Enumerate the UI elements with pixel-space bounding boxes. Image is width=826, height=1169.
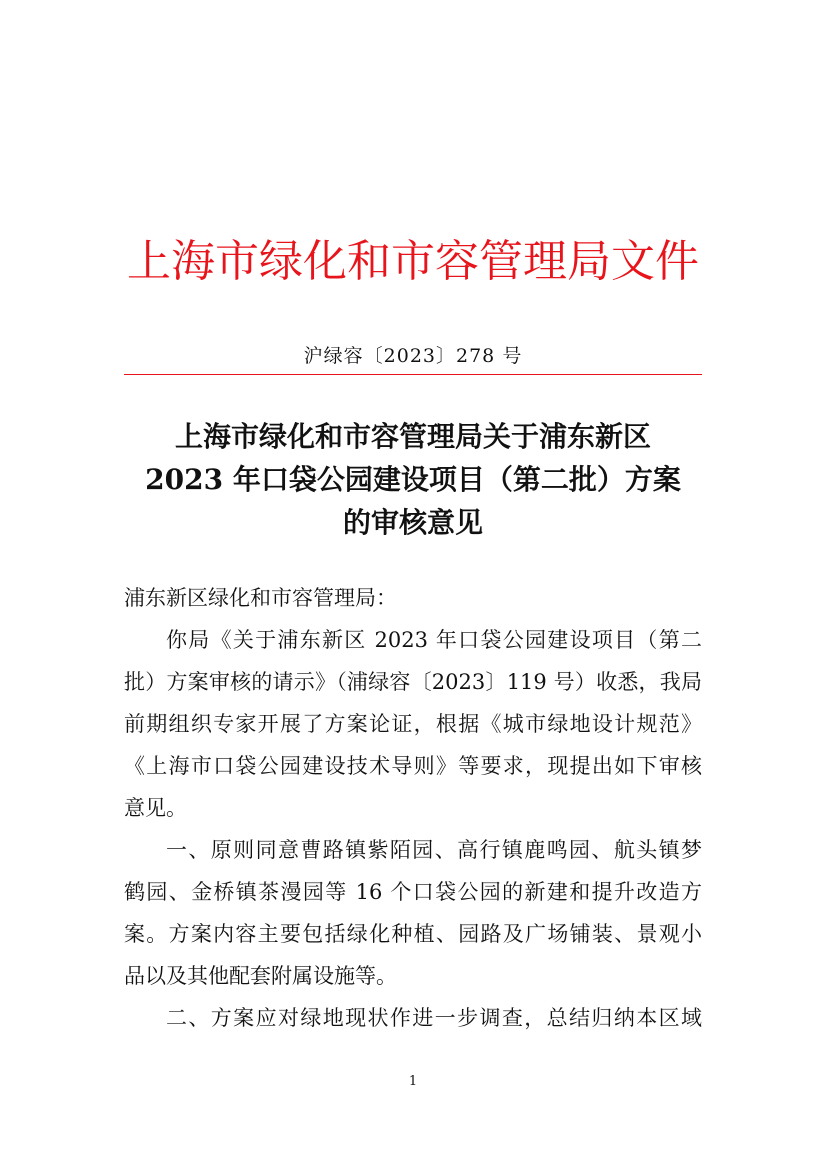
title-line: 的审核意见 bbox=[342, 506, 483, 539]
body-line: 前期组织专家开展了方案论证，根据《城市绿地设计规范》 bbox=[124, 712, 702, 736]
body-line: 《上海市口袋公园建设技术导则》等要求，现提出如下审核 bbox=[124, 754, 702, 778]
body-line: 一、原则同意曹路镇紫陌园、高行镇鹿鸣园、航头镇梦 bbox=[166, 838, 702, 862]
red-divider bbox=[124, 374, 702, 375]
document-title bbox=[110, 415, 716, 544]
body-line: 二、方案应对绿地现状作进一步调查，总结归纳本区域 bbox=[166, 1006, 702, 1030]
body-line: 鹤园、金桥镇茶漫园等 16 个口袋公园的新建和提升改造方 bbox=[124, 880, 702, 904]
body-line: 品以及其他配套附属设施等。 bbox=[124, 964, 397, 988]
document-number: 沪绿容〔2023〕278 号 bbox=[303, 345, 523, 367]
body-line: 意见。 bbox=[124, 796, 187, 820]
title-line: 上海市绿化和市容管理局关于浦东新区 bbox=[174, 420, 651, 453]
page-number: 1 bbox=[408, 1074, 418, 1089]
title-line: 2023 年口袋公园建设项目（第二批）方案 bbox=[145, 463, 681, 496]
addressee: 浦东新区绿化和市容管理局： bbox=[124, 586, 397, 610]
body-line: 批）方案审核的请示》（浦绿容〔2023〕119 号）收悉，我局 bbox=[124, 670, 702, 694]
masthead-title: 上海市绿化和市容管理局文件 bbox=[127, 236, 699, 287]
body-line: 案。方案内容主要包括绿化种植、园路及广场铺装、景观小 bbox=[124, 922, 702, 946]
document-body bbox=[124, 577, 702, 1039]
body-line: 你局《关于浦东新区 2023 年口袋公园建设项目（第二 bbox=[166, 628, 702, 652]
